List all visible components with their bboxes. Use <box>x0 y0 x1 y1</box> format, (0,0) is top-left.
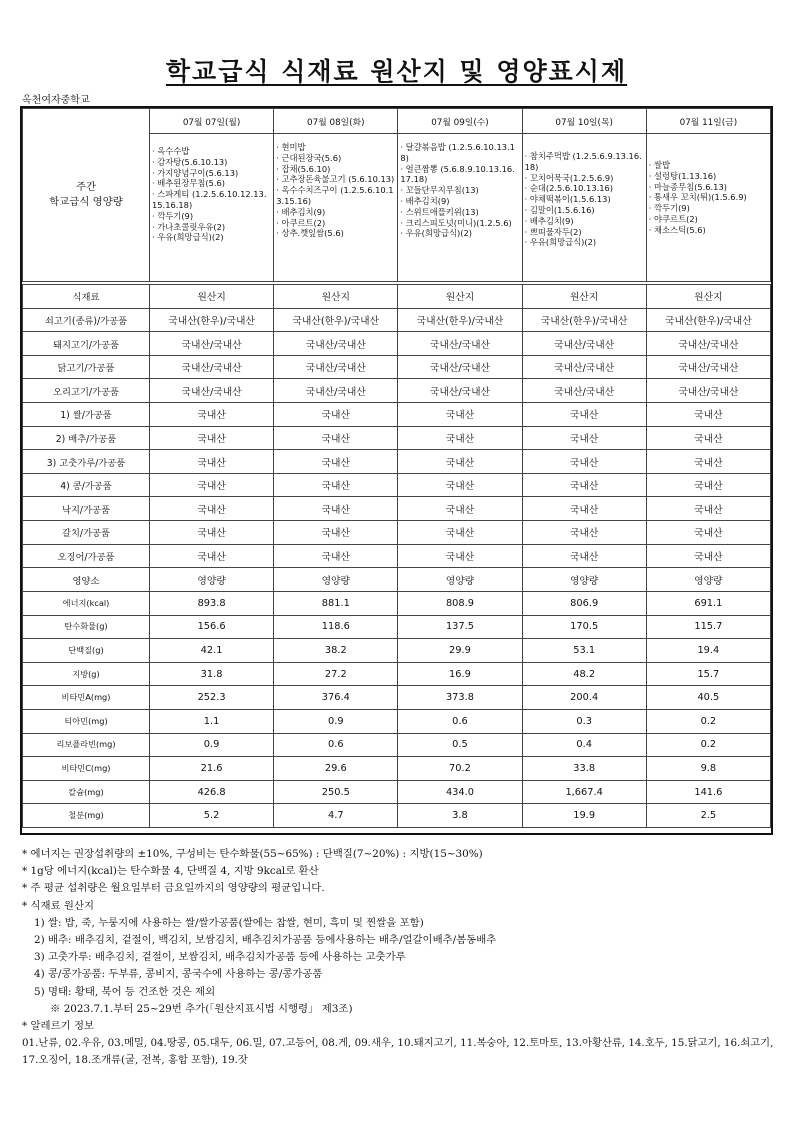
menu-item: · 옥수수치즈구이 (1.2.5.6.10.13.15.16) <box>276 185 394 206</box>
origin-cell: 국내산/국내산 <box>274 355 398 379</box>
nutrition-cell: 40.5 <box>646 686 770 710</box>
origin-cell: 국내산 <box>150 497 274 521</box>
origin-cell: 국내산/국내산 <box>522 355 646 379</box>
note-conversion: * 1g당 에너지(kcal)는 탄수화물 4, 단백질 4, 지방 9kcal로 환산 <box>22 865 319 878</box>
origin-cell: 국내산/국내산 <box>274 332 398 356</box>
origin-cell: 국내산 <box>522 544 646 568</box>
origin-cell: 국내산/국내산 <box>522 379 646 403</box>
origin-cell: 국내산 <box>522 426 646 450</box>
nutrition-cell: 0.2 <box>646 709 770 733</box>
day-header: 07월 09일(수) <box>398 109 522 134</box>
nutrition-cell: 881.1 <box>274 591 398 615</box>
school-name: 옥천여자중학교 <box>22 95 90 106</box>
notes <box>22 846 782 1068</box>
menu-item: · 야채떡볶이(1.5.6.13) <box>524 194 611 205</box>
origin-cell: 국내산 <box>646 450 770 474</box>
origin-cell: 국내산/국내산 <box>646 355 770 379</box>
row-label: 돼지고기/가공품 <box>23 332 150 356</box>
nutrition-cell: 141.6 <box>646 780 770 804</box>
origin-cell: 국내산(한우)/국내산 <box>522 308 646 332</box>
origin-cell: 국내산 <box>398 450 522 474</box>
nutrition-cell: 4.7 <box>274 804 398 828</box>
column-header: 원산지 <box>398 285 522 309</box>
menu-item: · 김말이(1.5.6.16) <box>524 204 595 215</box>
origin-cell: 국내산 <box>522 473 646 497</box>
row-label: 갈치/가공품 <box>23 521 150 545</box>
nutrition-cell: 19.4 <box>646 639 770 663</box>
nutrition-cell: 118.6 <box>274 615 398 639</box>
nutrition-cell: 2.5 <box>646 804 770 828</box>
menu-list <box>647 134 770 236</box>
origin-cell: 국내산 <box>646 403 770 427</box>
nutrition-cell: 33.8 <box>522 757 646 781</box>
origin-row <box>23 426 771 450</box>
nutrition-row <box>23 639 771 663</box>
nutrition-cell: 0.9 <box>150 733 274 757</box>
origin-cell: 국내산/국내산 <box>646 332 770 356</box>
nutrition-cell: 0.6 <box>274 733 398 757</box>
origin-cell: 국내산 <box>150 521 274 545</box>
nutrition-cell: 21.6 <box>150 757 274 781</box>
row-label: 탄수화물(g) <box>23 615 150 639</box>
row-label: 에너지(kcal) <box>23 591 150 615</box>
day-menu <box>522 134 646 282</box>
origin-cell: 국내산 <box>274 473 398 497</box>
nutrition-cell: 0.4 <box>522 733 646 757</box>
row-label: 낙지/가공품 <box>23 497 150 521</box>
nutrition-cell: 426.8 <box>150 780 274 804</box>
origin-cell: 국내산 <box>150 544 274 568</box>
nutrition-cell: 893.8 <box>150 591 274 615</box>
row-label: 1) 쌀/가공품 <box>23 403 150 427</box>
column-header: 영양량 <box>398 568 522 592</box>
origin-cell: 국내산/국내산 <box>274 379 398 403</box>
note-origin-addition: ※ 2023.7.1.부터 25~29번 추가(「원산지표시법 시행령」 제3조) <box>50 1002 353 1015</box>
day-header: 07월 10일(목) <box>522 109 646 134</box>
menu-item: · 우유(희망급식)(2) <box>524 237 597 248</box>
row-label: 식재료 <box>23 285 150 309</box>
note-average: * 주 평균 섭취량은 월요일부터 금요일까지의 영양량의 평균입니다. <box>22 882 325 895</box>
origin-cell: 국내산 <box>646 473 770 497</box>
menu-item: · 배추된장무침(5.6) <box>152 178 226 189</box>
nutrition-cell: 806.9 <box>522 591 646 615</box>
nutrition-cell: 0.2 <box>646 733 770 757</box>
origin-cell: 국내산 <box>646 544 770 568</box>
origin-cell: 국내산 <box>398 521 522 545</box>
origin-cell: 국내산 <box>522 521 646 545</box>
origin-cell: 국내산 <box>398 497 522 521</box>
nutrition-row <box>23 757 771 781</box>
column-header: 원산지 <box>274 285 398 309</box>
origin-cell: 국내산/국내산 <box>150 332 274 356</box>
note-allergy-heading: * 알레르기 정보 <box>22 1020 95 1033</box>
column-header: 영양량 <box>150 568 274 592</box>
menu-item: · 우유(희망급식)(2) <box>152 232 224 243</box>
nutrition-cell: 31.8 <box>150 662 274 686</box>
menu-item: · 배추김치(9) <box>400 195 450 206</box>
nutrition-cell: 53.1 <box>522 639 646 663</box>
day-menu <box>398 134 522 282</box>
origin-cell: 국내산 <box>274 544 398 568</box>
origin-cell: 국내산(한우)/국내산 <box>646 308 770 332</box>
origin-cell: 국내산 <box>274 403 398 427</box>
origin-cell: 국내산 <box>398 426 522 450</box>
column-header: 원산지 <box>646 285 770 309</box>
day-menu <box>646 134 770 282</box>
origin-row <box>23 355 771 379</box>
nutrition-row <box>23 733 771 757</box>
nutrition-cell: 5.2 <box>150 804 274 828</box>
origin-cell: 국내산 <box>398 473 522 497</box>
nutrition-cell: 0.5 <box>398 733 522 757</box>
note-origin-bean: 4) 콩/콩가공품: 두부류, 콩비지, 콩국수에 사용하는 콩/콩가공품 <box>34 968 323 981</box>
row-label: 3) 고춧가루/가공품 <box>23 450 150 474</box>
nutrition-row <box>23 615 771 639</box>
origin-cell: 국내산 <box>274 521 398 545</box>
day-menu <box>274 134 398 282</box>
menu-item: · 깍두기(9) <box>648 203 690 214</box>
row-label: 단백질(g) <box>23 639 150 663</box>
menu-label <box>23 109 150 282</box>
menu-item: · 상추.깻잎쌈(5.6) <box>276 228 344 239</box>
nutrition-row <box>23 780 771 804</box>
menu-item: · 우유(희망급식)(2) <box>400 228 472 239</box>
nutrition-cell: 29.9 <box>398 639 522 663</box>
row-label: 닭고기/가공품 <box>23 355 150 379</box>
nutrition-row <box>23 662 771 686</box>
note-origin-cabbage: 2) 배추: 배추김치, 겉절이, 백김치, 보쌈김치, 배추김치가공품 등에사용하는 배추/얼갈이배추/봄동배추 <box>34 934 497 947</box>
origin-cell: 국내산 <box>150 426 274 450</box>
menu-item: · 쁘띠물자두(2) <box>524 226 582 237</box>
menu-item: · 참치주먹밥 (1.2.5.6.9.13.16.18) <box>524 151 642 172</box>
origin-cell: 국내산 <box>522 450 646 474</box>
day-header: 07월 07일(월) <box>150 109 274 134</box>
row-label: 4) 콩/가공품 <box>23 473 150 497</box>
menu-item: · 순대(2.5.6.10.13.16) <box>524 183 614 194</box>
origin-cell: 국내산 <box>522 403 646 427</box>
origin-cell: 국내산(한우)/국내산 <box>274 308 398 332</box>
menu-item: · 배추김치(9) <box>276 206 326 217</box>
origin-cell: 국내산/국내산 <box>150 379 274 403</box>
menu-item: · 채소스틱(5.6) <box>648 224 706 235</box>
nutrition-cell: 691.1 <box>646 591 770 615</box>
origin-cell: 국내산/국내산 <box>398 332 522 356</box>
nutrition-row <box>23 686 771 710</box>
allergy-info: 01.난류, 02.우유, 03.메밀, 04.땅콩, 05.대두, 06.밀, 07.고등어, 08.게, 09.새우, 10.돼지고기, 11.복숭아, 12.토마토, 13.아황산류, 14.호두, 15.닭고기, 16.쇠고기, 17.오징어, 18.조개류(굴, 전복, 홍합 포함), 19.잣 <box>22 1037 774 1066</box>
origin-row <box>23 473 771 497</box>
origin-cell: 국내산(한우)/국내산 <box>398 308 522 332</box>
origin-row <box>23 403 771 427</box>
column-header: 영양량 <box>646 568 770 592</box>
nutrition-cell: 27.2 <box>274 662 398 686</box>
nutrition-cell: 0.9 <box>274 709 398 733</box>
row-label: 티아민(mg) <box>23 709 150 733</box>
nutrition-cell: 250.5 <box>274 780 398 804</box>
origin-cell: 국내산 <box>150 403 274 427</box>
origin-row <box>23 308 771 332</box>
menu-item: · 고추장돈육불고기 (5.6.10.13) <box>276 174 395 185</box>
menu-list <box>398 134 521 239</box>
menu-list <box>274 134 397 239</box>
menu-item: · 아쿠르트(2) <box>276 217 326 228</box>
menu-item: · 옥수수밥 <box>152 146 190 156</box>
nutrition-cell: 19.9 <box>522 804 646 828</box>
nutrition-cell: 115.7 <box>646 615 770 639</box>
origin-row <box>23 379 771 403</box>
origin-cell: 국내산/국내산 <box>150 355 274 379</box>
nutrition-cell: 38.2 <box>274 639 398 663</box>
menu-item: · 가지양념구이(5.6.13) <box>152 167 239 178</box>
origin-cell: 국내산/국내산 <box>398 355 522 379</box>
row-label: 리보플라빈(mg) <box>23 733 150 757</box>
row-label: 지방(g) <box>23 662 150 686</box>
page-title: 학교급식 식재료 원산지 및 영양표시제 <box>165 57 628 86</box>
menu-item: · 가나초콜릿우유(2) <box>152 221 226 232</box>
origin-cell: 국내산 <box>522 497 646 521</box>
origin-cell: 국내산 <box>150 473 274 497</box>
weekly-menu-table <box>22 108 771 282</box>
origin-cell: 국내산/국내산 <box>646 379 770 403</box>
menu-list <box>150 134 273 243</box>
column-header: 영양량 <box>522 568 646 592</box>
row-label: 칼슘(mg) <box>23 780 150 804</box>
row-label: 오징어/가공품 <box>23 544 150 568</box>
menu-item: · 마늘종무침(5.6.13) <box>648 181 727 192</box>
nutrition-header-row <box>23 568 771 592</box>
column-header: 영양량 <box>274 568 398 592</box>
menu-item: · 야쿠르트(2) <box>648 213 698 224</box>
nutrition-cell: 0.6 <box>398 709 522 733</box>
menu-item: · 크리스피도넛(미니)(1.2.5.6) <box>400 217 512 228</box>
column-header: 원산지 <box>150 285 274 309</box>
origin-row <box>23 497 771 521</box>
menu-item: · 배추김치(9) <box>524 215 574 226</box>
origin-row <box>23 521 771 545</box>
origin-row <box>23 544 771 568</box>
row-label: 철분(mg) <box>23 804 150 828</box>
nutrition-cell: 42.1 <box>150 639 274 663</box>
nutrition-cell: 3.8 <box>398 804 522 828</box>
note-origin-pepper: 3) 고춧가루: 배추김치, 겉절이, 보쌈김치, 배추김치가공품 등에 사용하는 고춧가루 <box>34 951 406 964</box>
nutrition-cell: 170.5 <box>522 615 646 639</box>
menu-item: · 얼큰짬뽕 (5.6.8.9.10.13.16.17.18) <box>400 163 515 185</box>
origin-row <box>23 450 771 474</box>
row-label: 영양소 <box>23 568 150 592</box>
nutrition-cell: 0.3 <box>522 709 646 733</box>
menu-item: · 현미밥 <box>276 142 306 152</box>
menu-item: · 깍두기(9) <box>152 210 194 221</box>
row-label: 오리고기/가공품 <box>23 379 150 403</box>
note-origin-rice: 1) 쌀: 밥, 죽, 누룽지에 사용하는 쌀/쌀가공품(쌀에는 찹쌀, 현미, 흑미 및 찐쌀을 포함) <box>34 916 424 929</box>
origin-header-row <box>23 285 771 309</box>
nutrition-row <box>23 591 771 615</box>
note-origin-pollack: 5) 명태: 황태, 북어 등 건조한 것은 제외 <box>34 985 216 998</box>
nutrition-cell: 137.5 <box>398 615 522 639</box>
nutrition-cell: 29.6 <box>274 757 398 781</box>
origin-cell: 국내산 <box>274 497 398 521</box>
origin-cell: 국내산 <box>274 450 398 474</box>
day-menu <box>150 134 274 282</box>
menu-item: · 스파게티 (1.2.5.6.10.12.13.15.16.18) <box>152 189 267 210</box>
nutrition-cell: 70.2 <box>398 757 522 781</box>
menu-item: · 꼬치어묵국(1.2.5.6.9) <box>524 172 614 183</box>
nutrition-cell: 252.3 <box>150 686 274 710</box>
menu-item: · 달걀볶음밥 (1.2.5.6.10.13.18) <box>400 142 515 163</box>
origin-cell: 국내산 <box>398 403 522 427</box>
origin-cell: 국내산 <box>150 450 274 474</box>
column-header: 원산지 <box>522 285 646 309</box>
origin-cell: 국내산/국내산 <box>522 332 646 356</box>
menu-item: · 근대된장국(5.6) <box>276 152 342 163</box>
menu-item: · 꼬들단무지무침(13) <box>400 185 479 196</box>
origin-nutrition-table <box>22 284 771 828</box>
menu-item: · 설렁탕(1.13.16) <box>648 170 717 181</box>
nutrition-cell: 15.7 <box>646 662 770 686</box>
nutrition-cell: 434.0 <box>398 780 522 804</box>
nutrition-cell: 16.9 <box>398 662 522 686</box>
menu-item: · 쌀밥 <box>648 160 671 170</box>
origin-cell: 국내산 <box>274 426 398 450</box>
nutrition-cell: 376.4 <box>274 686 398 710</box>
menu-item: · 통새우 꼬치(튀)(1.5.6.9) <box>648 192 747 203</box>
menu-item: · 감자탕(5.6.10.13) <box>152 156 228 167</box>
row-label: 비타민A(mg) <box>23 686 150 710</box>
menu-label-text: 주간 학교급식 영양량 <box>49 181 123 208</box>
nutrition-cell: 808.9 <box>398 591 522 615</box>
origin-cell: 국내산(한우)/국내산 <box>150 308 274 332</box>
nutrition-cell: 1,667.4 <box>522 780 646 804</box>
nutrition-cell: 373.8 <box>398 686 522 710</box>
day-header: 07월 11일(금) <box>646 109 770 134</box>
origin-cell: 국내산 <box>398 544 522 568</box>
nutrition-cell: 156.6 <box>150 615 274 639</box>
row-label: 2) 배추/가공품 <box>23 426 150 450</box>
menu-item: · 스위트애플키위(13) <box>400 206 479 217</box>
nutrition-row <box>23 804 771 828</box>
row-label: 비타민C(mg) <box>23 757 150 781</box>
origin-cell: 국내산/국내산 <box>398 379 522 403</box>
origin-cell: 국내산 <box>646 426 770 450</box>
nutrition-row <box>23 709 771 733</box>
note-origin-heading: * 식재료 원산지 <box>22 899 95 912</box>
row-label: 쇠고기(종류)/가공품 <box>23 308 150 332</box>
menu-item: · 잡채(5.6.10) <box>276 163 331 174</box>
origin-cell: 국내산 <box>646 497 770 521</box>
nutrition-cell: 9.8 <box>646 757 770 781</box>
origin-cell: 국내산 <box>646 521 770 545</box>
menu-list <box>523 134 646 248</box>
nutrition-cell: 200.4 <box>522 686 646 710</box>
nutrition-cell: 1.1 <box>150 709 274 733</box>
origin-row <box>23 332 771 356</box>
nutrition-cell: 48.2 <box>522 662 646 686</box>
note-energy: * 에너지는 권장섭취량의 ±10%, 구성비는 탄수화물(55~65%) : 단백질(7~20%) : 지방(15~30%) <box>22 848 483 860</box>
day-header: 07월 08일(화) <box>274 109 398 134</box>
